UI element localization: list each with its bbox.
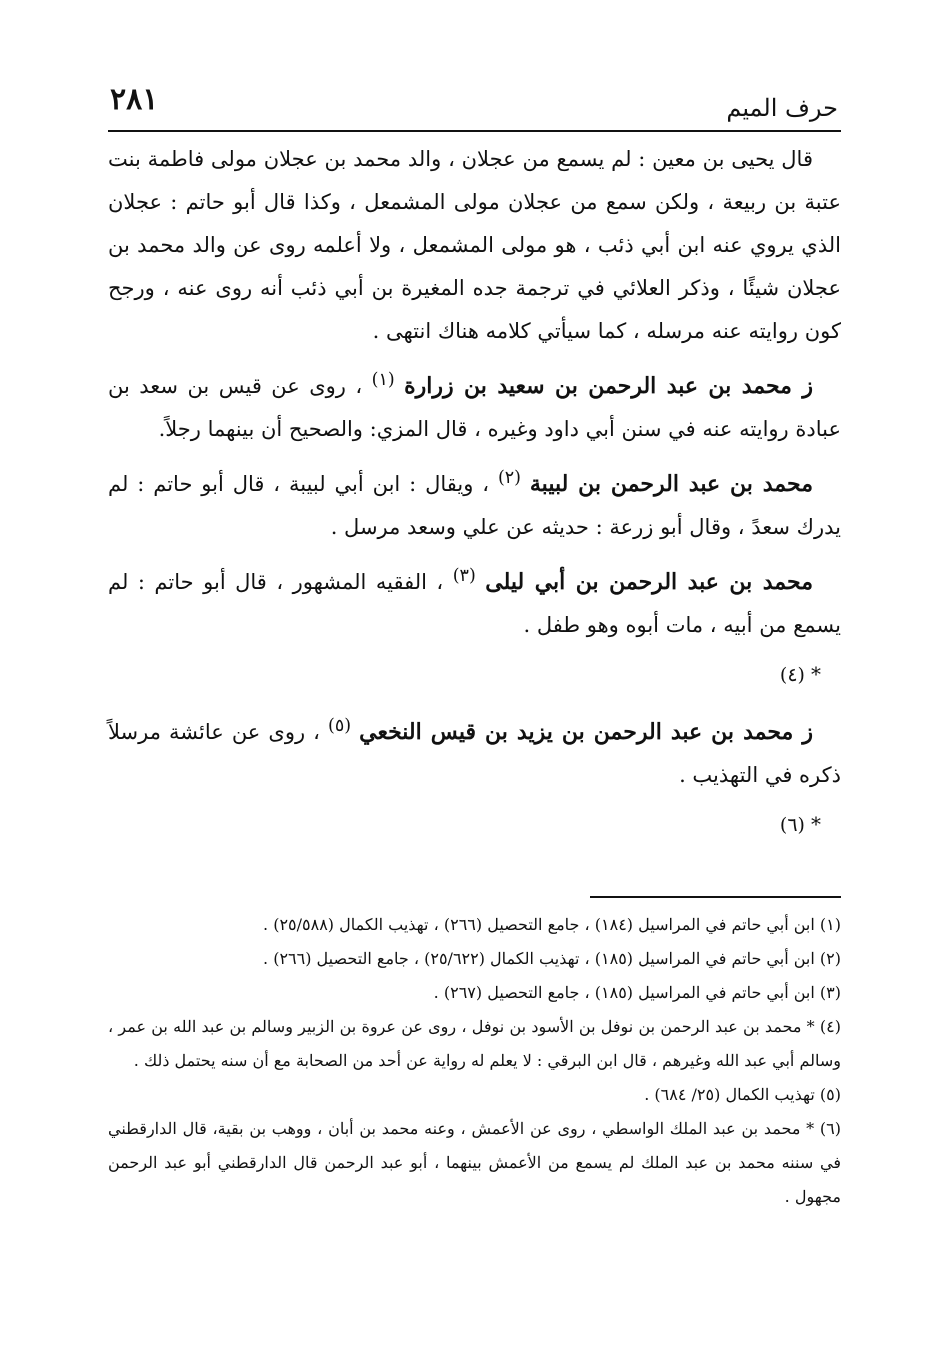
footnote-ref: (٢) bbox=[497, 468, 521, 488]
footnotes bbox=[108, 908, 841, 1214]
footnote-ref: (٤) bbox=[779, 664, 805, 686]
footnote-ref: (٥) bbox=[328, 716, 352, 736]
paragraph-intro: قال يحيى بن معين : لم يسمع من عجلان ، والد محمد بن عجلان مولى فاطمة بنت عتبة بن ربيعة ، ولكن سمع من عجلان مولى المشمعل ، وكذا قال أبو حاتم : عجلان الذي يروي عنه ابن أبي ذئب ، هو مولى المشمعل ، ولا أعلمه روى عن والد محمد بن عجلان شيئًا ، وذكر العلائي في ترجمة جده المغيرة بن أبي ذئب أنه روى عنه ، ورجح كون روايته عنه مرسله ، كما سيأتي كلامه هناك انتهى . bbox=[108, 147, 841, 343]
footnote-5: (٥) تهذيب الكمال (٢٥/ ٦٨٤) . bbox=[644, 1085, 841, 1104]
asterisk-icon: * bbox=[811, 812, 821, 836]
page-header bbox=[110, 80, 838, 130]
main-text bbox=[108, 138, 841, 855]
entry-text: ، روى عن عائشة مرسلاً ذكره في التهذيب . bbox=[108, 720, 841, 787]
asterisk-icon: * bbox=[811, 662, 821, 686]
header-divider bbox=[108, 130, 841, 132]
entry-name: محمد بن عبد الرحمن بن أبي ليلى bbox=[485, 569, 813, 595]
entry-ibn-abi-layla bbox=[108, 555, 841, 647]
star-marker-6 bbox=[108, 803, 841, 847]
footnote-1: (١) ابن أبي حاتم في المراسيل (١٨٤) ، جامع التحصيل (٢٦٦) ، تهذيب الكمال (٢٥/٥٨٨) . bbox=[263, 915, 841, 934]
footnote-ref: (٦) bbox=[779, 814, 805, 836]
star-marker-4 bbox=[108, 653, 841, 697]
footnote-3: (٣) ابن أبي حاتم في المراسيل (١٨٥) ، جامع التحصيل (٢٦٧) . bbox=[433, 983, 841, 1002]
footnote-ref: (٣) bbox=[452, 566, 476, 586]
footnote-6: (٦) * محمد بن عبد الملك الواسطي ، روى عن الأعمش ، وعنه محمد بن أبان ، ووهب بن بقية، قال الدارقطني في سننه محمد بن عبد الملك لم يسمع من الأعمش بينهما ، أبو عبد الرحمن قال الدارقطني أبو عبد الرحمن مجهول . bbox=[108, 1119, 842, 1206]
entry-text: ، روى عن قيس بن سعد بن عبادة روايته عنه في سنن أبي داود وغيره ، قال المزي: والصحيح أن بينهما رجلاً. bbox=[108, 374, 841, 441]
entry-ibn-zurara bbox=[108, 359, 841, 451]
page-number: ٢٨١ bbox=[110, 82, 159, 117]
entry-name: ز محمد بن عبد الرحمن بن سعيد بن زرارة bbox=[404, 373, 813, 399]
entry-text: ، ويقال : ابن أبي لبيبة ، قال أبو حاتم : لم يدرك سعدً ، وقال أبو زرعة : حديثه عن علي وسعد مرسل . bbox=[108, 472, 841, 539]
footnote-ref: (١) bbox=[371, 370, 395, 390]
entry-name: ز محمد بن عبد الرحمن بن يزيد بن قيس النخعي bbox=[359, 719, 813, 745]
entry-al-nakhai bbox=[108, 705, 841, 797]
footnote-2: (٢) ابن أبي حاتم في المراسيل (١٨٥) ، تهذيب الكمال (٢٥/٦٢٢) ، جامع التحصيل (٢٦٦) . bbox=[263, 949, 841, 968]
footnote-divider bbox=[590, 896, 841, 898]
running-title: حرف الميم bbox=[726, 94, 838, 122]
entry-name: محمد بن عبد الرحمن بن لبيبة bbox=[529, 471, 813, 497]
footnote-4: (٤) * محمد بن عبد الرحمن بن نوفل بن الأسود بن نوفل ، روى عن عروة بن الزبير وسالم بن عبد الله بن عمر ، وسالم أبي عبد الله وغيرهم ، قال ابن البرقي : لا يعلم له رواية عن أحد من الصحابة مع أن سنه يحتمل ذلك . bbox=[108, 1017, 841, 1070]
entry-ibn-labiba bbox=[108, 457, 841, 549]
entry-text: ، الفقيه المشهور ، قال أبو حاتم : لم يسمع من أبيه ، مات أبوه وهو طفل . bbox=[108, 570, 841, 637]
